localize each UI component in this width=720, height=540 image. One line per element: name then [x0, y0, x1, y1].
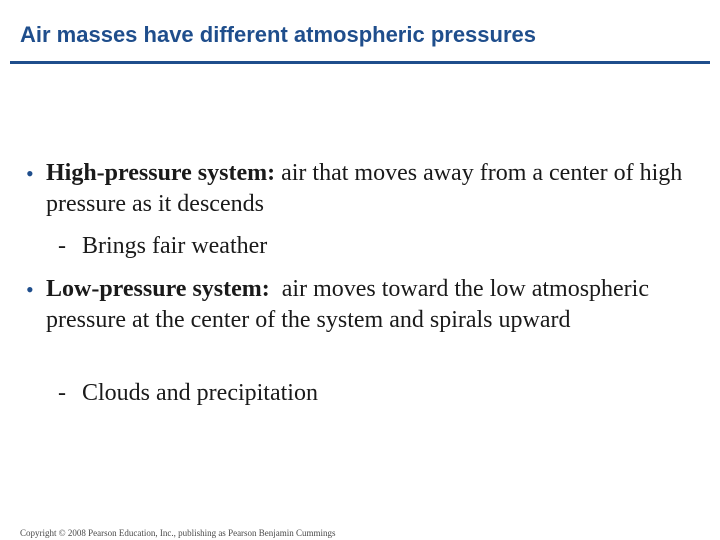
dash-marker: - [58, 233, 66, 259]
copyright-notice: Copyright © 2008 Pearson Education, Inc., publishing as Pearson Benjamin Cummings [20, 528, 336, 538]
bullet-low-pressure [26, 274, 706, 336]
term-high-pressure: High-pressure system: [46, 160, 276, 186]
slide-title: Air masses have different atmospheric pressures [20, 22, 537, 47]
title-divider [10, 61, 710, 64]
bullet-marker: • [26, 277, 34, 302]
bullet-marker: • [26, 161, 34, 186]
sub-bullet-text: Brings fair weather [82, 233, 268, 259]
bullet-high-pressure [26, 158, 706, 220]
dash-marker: - [58, 380, 66, 406]
definition-low-pressure: air moves toward the low atmospheric pressure at the center of the system and spirals upward [46, 276, 655, 333]
sub-bullet-clouds [58, 378, 682, 409]
term-low-pressure: Low-pressure system: [46, 276, 270, 302]
sub-bullet-fair-weather [58, 231, 682, 262]
sub-bullet-text: Clouds and precipitation [82, 380, 318, 406]
definition-high-pressure: air that moves away from a center of high pressure as it descends [46, 160, 683, 217]
